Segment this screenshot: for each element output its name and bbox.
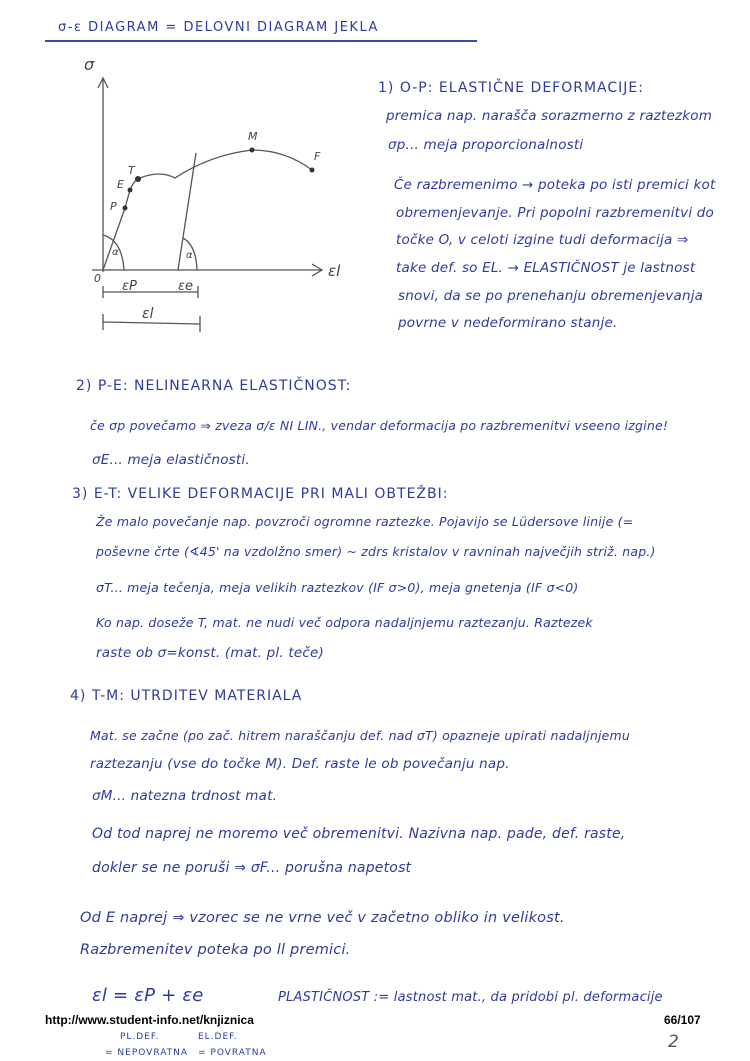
section4-heading: 4) T-M: UTRDITEV MATERIALA xyxy=(70,688,303,704)
pl-def-desc: = NEPOVRATNA xyxy=(105,1048,189,1058)
point-e xyxy=(128,188,133,193)
section5-line: Od E naprej ⇒ vzorec se ne vrne več v začetno obliko in velikost. xyxy=(80,910,565,926)
section4-line: Od tod naprej ne moremo več obremenitvi. Nazivna nap. pade, def. raste, xyxy=(92,826,626,842)
y-axis-label: σ xyxy=(84,55,95,74)
section3-line: σT... meja tečenja, meja velikih raztezkov (IF σ>0), meja gnetenja (IF σ<0) xyxy=(96,580,579,595)
x-axis-label: εl xyxy=(328,262,341,280)
stress-strain-diagram xyxy=(0,0,380,340)
strain-equation: εl = εP + εe xyxy=(92,985,204,1006)
label-e: E xyxy=(117,178,124,191)
section4-line: raztezanju (vse do točke M). Def. raste le ob povečanju nap. xyxy=(90,756,510,772)
section3-line: poševne črte (∢45' na vzdolžno smer) ~ zdrs kristalov v ravninah največjih striž. nap.) xyxy=(96,544,656,559)
section3-line: Ko nap. doseže T, mat. ne nudi več odpora nadaljnjemu raztezanju. Raztezek xyxy=(96,615,593,630)
section1-line: premica nap. narašča sorazmerno z raztezkom xyxy=(386,108,713,124)
section3-line: Že malo povečanje nap. povzroči ogromne raztezke. Pojavijo se Lüdersove linije (= xyxy=(96,514,634,529)
section1-line: povrne v nedeformirano stanje. xyxy=(398,315,618,331)
source-url[interactable]: http://www.student-info.net/knjiznica xyxy=(45,1013,254,1027)
section1-line: točke O, v celoti izgine tudi deformacija ⇒ xyxy=(396,232,689,248)
label-p: P xyxy=(110,200,117,213)
origin-label: 0 xyxy=(94,272,101,285)
section1-line: Če razbremenimo → poteka po isti premici kot xyxy=(394,177,716,193)
label-t: T xyxy=(128,164,135,177)
section1-line: snovi, da se po prenehanju obremenjevanja xyxy=(398,288,704,304)
angle-label-2: α xyxy=(186,250,193,261)
eps-l-label: εl xyxy=(142,306,154,322)
section5-line: Razbremenitev poteka po ll premici. xyxy=(80,942,351,958)
section3-line: raste ob σ=konst. (mat. pl. teče) xyxy=(96,645,324,661)
section1-heading: 1) O-P: ELASTIČNE DEFORMACIJE: xyxy=(378,80,644,96)
section4-line: dokler se ne poruši ⇒ σF... porušna napetost xyxy=(92,860,412,876)
label-m: M xyxy=(248,130,258,143)
section4-line: Mat. se začne (po zač. hitrem naraščanju def. nad σT) opazneje upirati nadaljnjemu xyxy=(90,728,631,743)
section3-heading: 3) E-T: VELIKE DEFORMACIJE PRI MALI OBTEŽBI: xyxy=(72,486,449,502)
angle-label-1: α xyxy=(112,247,119,258)
section2-line: če σp povečamo ⇒ zveza σ/ε NI LIN., vendar deformacija po razbremenitvi vseeno izgine! xyxy=(90,418,669,433)
el-def-label: EL.DEF. xyxy=(198,1032,238,1042)
point-p xyxy=(123,206,128,211)
point-t xyxy=(135,176,141,182)
section2-line: σE... meja elastičnosti. xyxy=(92,452,250,468)
section1-line: σp... meja proporcionalnosti xyxy=(388,137,584,153)
section2-heading: 2) P-E: NELINEARNA ELASTIČNOST: xyxy=(76,378,352,394)
pl-def-label: PL.DEF. xyxy=(120,1032,160,1042)
section1-line: take def. so EL. → ELASTIČNOST je lastnost xyxy=(396,260,696,276)
page-number: 66/107 xyxy=(664,1013,701,1027)
point-m xyxy=(250,148,255,153)
label-f: F xyxy=(314,150,321,163)
section1-line: obremenjevanje. Pri popolni razbremenitvi do xyxy=(396,205,715,221)
el-def-desc: = POVRATNA xyxy=(198,1048,267,1058)
section4-line: σM... natezna trdnost mat. xyxy=(92,788,278,804)
handwritten-page-number: 2 xyxy=(668,1032,680,1052)
eps-p-label: εP xyxy=(122,279,137,294)
point-f xyxy=(310,168,315,173)
page-title: σ-ε DIAGRAM = DELOVNI DIAGRAM JEKLA xyxy=(58,20,379,35)
eps-e-label: εe xyxy=(178,279,194,294)
plasticity-definition: PLASTIČNOST := lastnost mat., da pridobi pl. deformacije xyxy=(278,990,663,1005)
